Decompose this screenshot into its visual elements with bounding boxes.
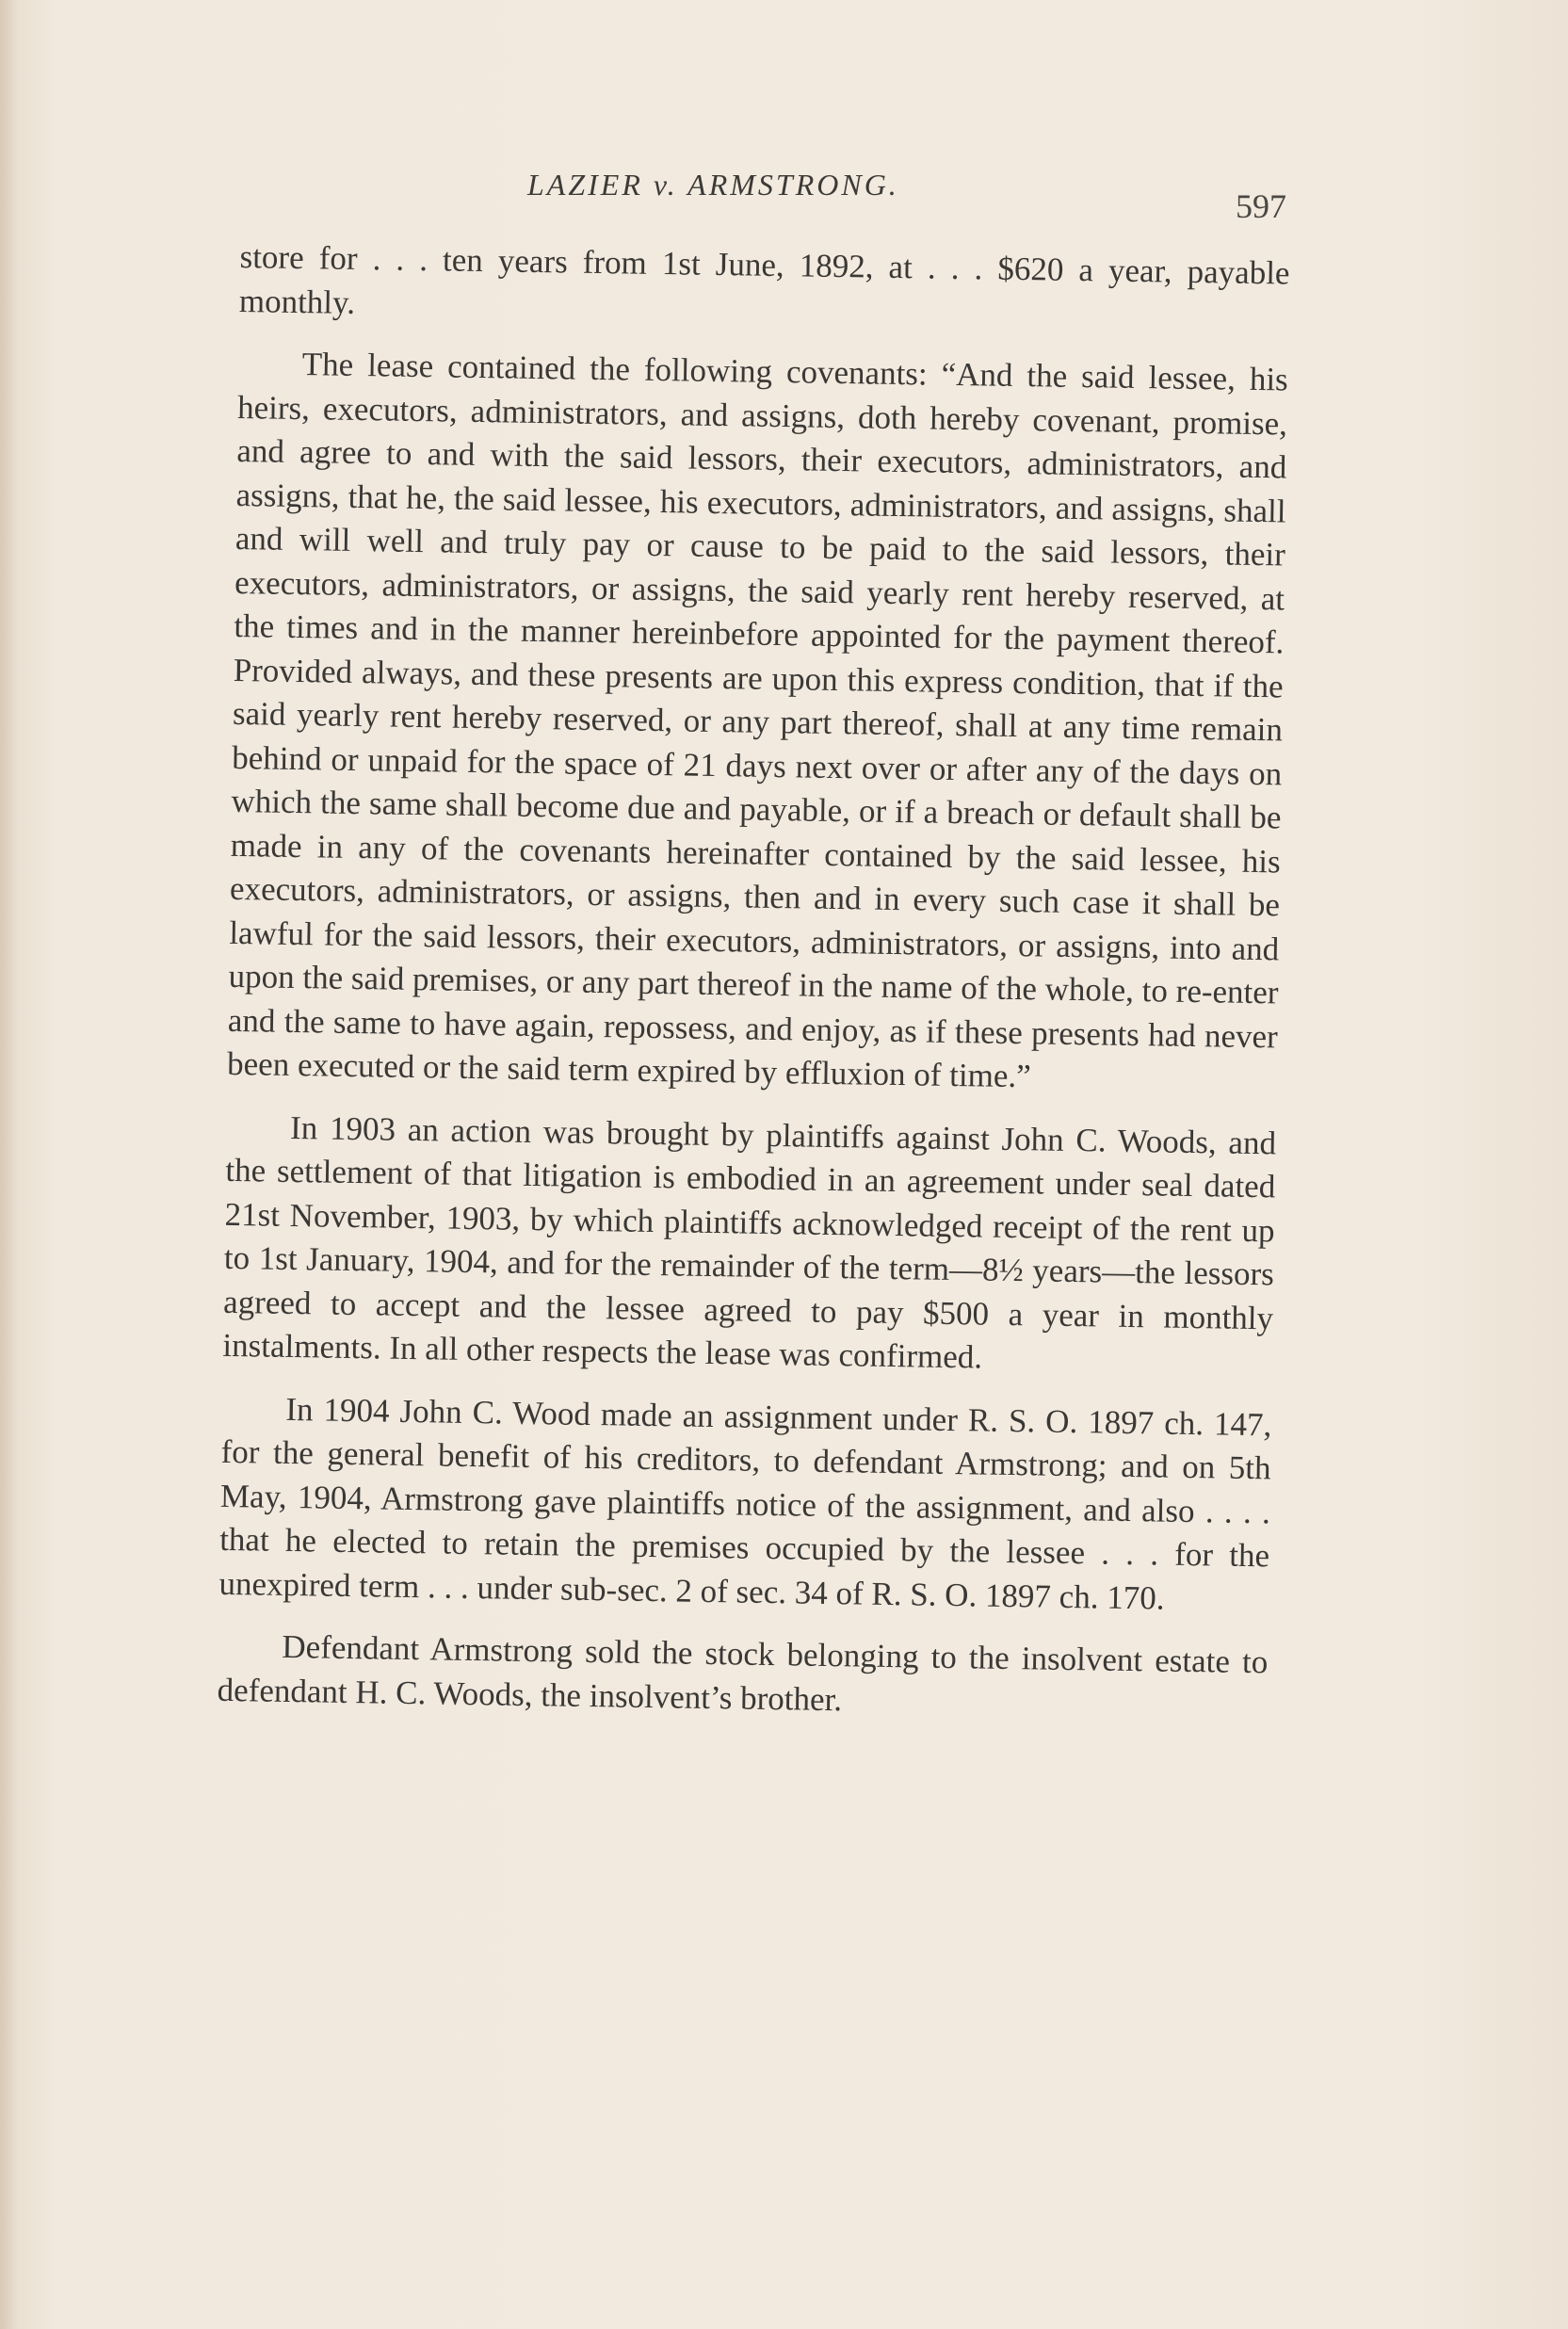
paragraph-1903-action: In 1903 an action was brought by plaintiffs against John C. Woods, and the settlement of that litigation is embodied in an agreement under seal dated 21st November, 1903, by which plaintiffs acknowledged receipt of the rent up to 1st January, 1904, and for the remainder of the term—8½ years—the lessors agreed to accept and the lessee agreed to pay $500 a year in monthly instalments. In all other respects the lease was confirmed. (222, 1108, 1277, 1376)
page-number: 597 (1236, 187, 1286, 225)
paragraph-stock-sale: Defendant Armstrong sold the stock belonging to the insolvent estate to defendant H. C. Woods, the insolvent’s brother. (217, 1627, 1269, 1718)
page-body (217, 235, 1290, 1747)
paragraph-1904-assignment: In 1904 John C. Wood made an assignment under R. S. O. 1897 ch. 147, for the general benefit of his creditors, to defendant Armstrong; and on 5th May, 1904, Armstrong gave plaintiffs notice of the assignment, and also . . . . that he elected to retain the premises occupied by the lessee . . . for the unexpired term . . . under sub-sec. 2 of sec. 34 of R. S. O. 1897 ch. 170. (218, 1390, 1272, 1617)
page-spine-shadow (0, 0, 17, 2329)
paragraph-lease-covenants: The lease contained the following covenants: “And the said lessee, his heirs, executors, administrators, and assigns, doth hereby covenant, promise, and agree to and with the said lessors, their executors, administrators, and assigns, that he, the said lessee, his executors, administrators, and assigns, shall and will well and truly pay or cause to be paid to the said lessors, their executors, administrators, or assigns, the said yearly rent hereby reserved, at the times and in the manner hereinbefore appointed for the payment thereof. Provided always, and these presents are upon this express condition, that if the said yearly rent hereby reserved, or any part thereof, shall at any time remain behind or unpaid for the space of 21 days next over or after any of the days on which the same shall become due and payable, or if a breach or default shall be made in any of the covenants hereinafter contained by the said lessee, his executors, administrators, or assigns, then and in every such case it shall be lawful for the said lessors, their executors, administrators, or assigns, into and upon the said premises, or any part thereof in the name of the whole, to re-enter and the same to have again, repossess, and enjoy, as if these presents had never been executed or the said term expired by effluxion of time.” (226, 346, 1289, 1095)
running-title: LAZIER v. ARMSTRONG. (527, 168, 899, 202)
paragraph-continuation: store for . . . ten years from 1st June, 1892, at . . . $620 a year, payable monthly. (238, 237, 1290, 321)
